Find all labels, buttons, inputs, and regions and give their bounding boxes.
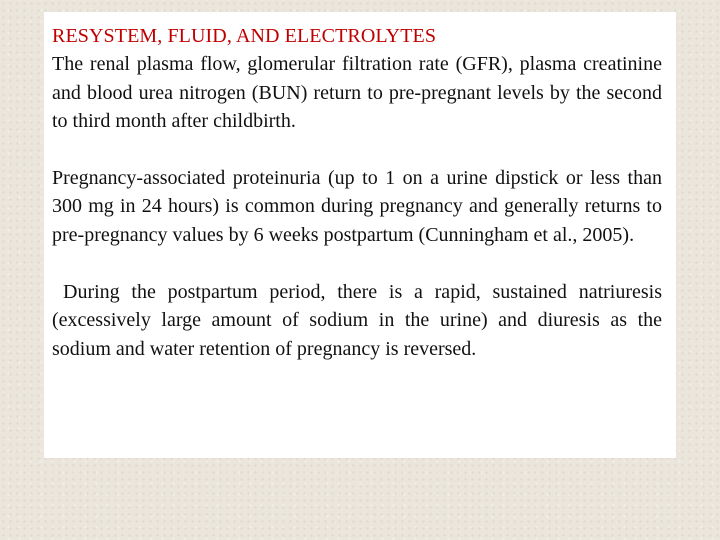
slide-heading: RESYSTEM, FLUID, AND ELECTROLYTES [52, 25, 437, 47]
slide-content-panel [44, 12, 676, 458]
paragraph-proteinuria: Pregnancy-associated proteinuria (up to 1 on a urine dipstick or less than 300 mg in 24 hours) is common during pregnancy and generally returns to pre-pregnancy values by 6 weeks postpartum (Cunningham et al., 2005). [52, 166, 662, 246]
paragraph-natriuresis: During the postpartum period, there is a rapid, sustained natriuresis (excessively large amount of sodium in the urine) and diuresis as the sodium and water retention of pregnancy is reversed. [52, 280, 662, 360]
paragraph-renal-function: The renal plasma flow, glomerular filtration rate (GFR), plasma creatinine and blood urea nitrogen (BUN) return to pre-pregnant levels by the second to third month after childbirth. [52, 53, 662, 133]
